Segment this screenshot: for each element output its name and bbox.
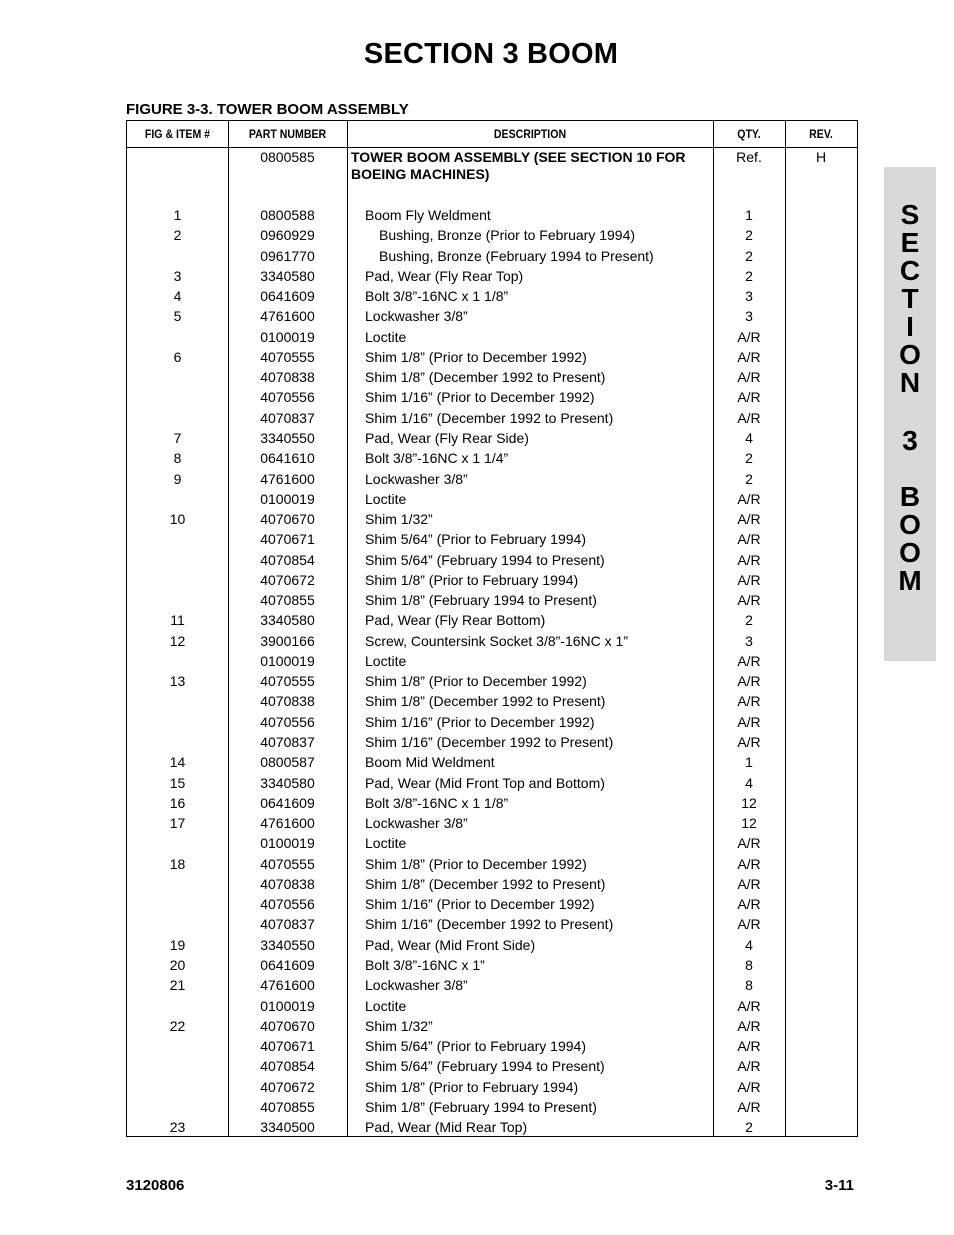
- description-cell: TOWER BOOM ASSEMBLY (SEE SECTION 10 FOR BOEING MACHINES): [351, 149, 686, 182]
- part-number-cell: 0641609: [260, 288, 315, 305]
- table-row: [127, 1117, 857, 1137]
- item-cell: 14: [169, 754, 186, 771]
- description-cell: Pad, Wear (Fly Rear Bottom): [365, 612, 546, 629]
- table-row: [127, 367, 857, 387]
- description-cell: Shim 1/8” (February 1994 to Present): [365, 1098, 597, 1115]
- qty-cell: 2: [745, 612, 753, 629]
- item-cell: 2: [173, 227, 182, 244]
- description-cell: Shim 5/64” (February 1994 to Present): [365, 1058, 605, 1075]
- qty-cell: A/R: [737, 875, 761, 892]
- part-number-cell: 4070672: [260, 571, 315, 588]
- qty-cell: 8: [745, 956, 753, 973]
- part-number-cell: 4761600: [260, 470, 315, 487]
- qty-cell: A/R: [737, 693, 761, 710]
- table-row: [127, 894, 857, 914]
- table-row: [127, 408, 857, 428]
- table-row: [127, 347, 857, 367]
- table-row: [127, 914, 857, 934]
- part-number-cell: 0100019: [260, 835, 315, 852]
- description-cell: Pad, Wear (Mid Front Top and Bottom): [365, 774, 605, 791]
- item-cell: 4: [173, 288, 182, 305]
- part-number-cell: 0100019: [260, 652, 315, 669]
- qty-cell: A/R: [737, 328, 761, 345]
- item-cell: 12: [169, 632, 186, 649]
- table-row: [127, 529, 857, 549]
- figure-title: FIGURE 3-3. TOWER BOOM ASSEMBLY: [126, 101, 409, 118]
- item-cell: 13: [169, 673, 186, 690]
- header-rev: REV.: [809, 127, 833, 141]
- description-cell: Shim 1/32”: [365, 1017, 433, 1034]
- part-number-cell: 4761600: [260, 815, 315, 832]
- description-cell: Loctite: [365, 490, 407, 507]
- description-cell: Loctite: [365, 997, 407, 1014]
- table-row: [127, 266, 857, 286]
- qty-cell: A/R: [737, 652, 761, 669]
- side-tab-letter: O: [899, 509, 921, 540]
- table-row: [127, 773, 857, 793]
- item-cell: 1: [173, 207, 182, 223]
- qty-cell: 2: [745, 1119, 753, 1136]
- table-row: [127, 448, 857, 468]
- description-cell: Loctite: [365, 328, 407, 345]
- header-description: DESCRIPTION: [493, 127, 567, 141]
- item-cell: 9: [173, 470, 182, 487]
- qty-cell: A/R: [737, 531, 761, 548]
- side-tab-letter: B: [899, 481, 921, 512]
- description-cell: Pad, Wear (Fly Rear Top): [365, 267, 524, 284]
- part-number-cell: 0961770: [260, 247, 315, 264]
- table-row: [127, 387, 857, 407]
- description-cell: Shim 1/8” (Prior to December 1992): [365, 348, 587, 365]
- description-cell: Shim 5/64” (Prior to February 1994): [365, 1038, 586, 1055]
- item-cell: 20: [169, 956, 186, 973]
- part-number-cell: 4070556: [260, 389, 315, 406]
- qty-cell: 2: [745, 450, 753, 467]
- item-cell: 11: [170, 612, 185, 629]
- table-row: [127, 1097, 857, 1117]
- part-number-cell: 4070854: [260, 1058, 315, 1075]
- table-row: [127, 469, 857, 489]
- qty-cell: 3: [745, 632, 753, 649]
- qty-cell: 3: [745, 288, 753, 305]
- description-cell: Shim 1/16” (Prior to December 1992): [365, 896, 595, 913]
- rev-cell: H: [815, 149, 827, 165]
- table-row: [127, 854, 857, 874]
- table-row: [127, 610, 857, 630]
- part-number-cell: 0100019: [260, 490, 315, 507]
- description-cell: Lockwasher 3/8”: [365, 470, 468, 487]
- table-row: [127, 570, 857, 590]
- description-cell: Shim 1/8” (Prior to December 1992): [365, 673, 587, 690]
- qty-cell: A/R: [737, 1098, 761, 1115]
- part-number-cell: 4070837: [260, 734, 315, 751]
- table-row: [127, 225, 857, 245]
- qty-cell: 8: [745, 977, 753, 994]
- table-row: [127, 306, 857, 326]
- table-row: [127, 996, 857, 1016]
- description-cell: Shim 1/8” (Prior to February 1994): [365, 571, 579, 588]
- description-cell: Bushing, Bronze (Prior to February 1994): [379, 227, 636, 244]
- item-cell: 21: [169, 977, 186, 994]
- item-cell: 23: [169, 1119, 186, 1136]
- table-row: [127, 489, 857, 509]
- side-tab-letter: C: [899, 255, 921, 286]
- section-side-tab: [884, 167, 936, 661]
- table-row: [127, 148, 857, 205]
- qty-cell: A/R: [737, 734, 761, 751]
- part-number-cell: 4070556: [260, 713, 315, 730]
- description-cell: Shim 1/8” (Prior to February 1994): [365, 1078, 579, 1095]
- part-number-cell: 0641609: [260, 956, 315, 973]
- table-row: [127, 975, 857, 995]
- table-row: [127, 205, 857, 225]
- item-cell: 6: [173, 348, 182, 365]
- item-cell: 7: [173, 429, 182, 446]
- description-cell: Shim 1/16” (December 1992 to Present): [365, 916, 614, 933]
- description-cell: Shim 1/8” (December 1992 to Present): [365, 369, 606, 386]
- part-number-cell: 3900166: [260, 632, 315, 649]
- part-number-cell: 4070672: [260, 1078, 315, 1095]
- item-cell: 3: [173, 267, 182, 284]
- qty-cell: 3: [745, 308, 753, 325]
- qty-cell: A/R: [737, 835, 761, 852]
- table-row: [127, 793, 857, 813]
- part-number-cell: 4070838: [260, 875, 315, 892]
- description-cell: Boom Fly Weldment: [365, 207, 491, 223]
- qty-cell: A/R: [737, 1017, 761, 1034]
- table-row: [127, 1016, 857, 1036]
- part-number-cell: 4070838: [260, 369, 315, 386]
- qty-cell: A/R: [737, 1058, 761, 1075]
- header-part-number: PART NUMBER: [248, 127, 327, 141]
- part-number-cell: 0800585: [260, 149, 315, 165]
- description-cell: Boom Mid Weldment: [365, 754, 495, 771]
- table-row: [127, 813, 857, 833]
- qty-cell: A/R: [737, 1078, 761, 1095]
- part-number-cell: 4070837: [260, 409, 315, 426]
- qty-cell: A/R: [737, 511, 761, 528]
- description-cell: Screw, Countersink Socket 3/8”-16NC x 1”: [365, 632, 628, 649]
- item-cell: 19: [169, 936, 186, 953]
- part-number-cell: 3340580: [260, 612, 315, 629]
- qty-cell: A/R: [737, 551, 761, 568]
- description-cell: Shim 1/8” (Prior to December 1992): [365, 855, 587, 872]
- part-number-cell: 4070837: [260, 916, 315, 933]
- table-row: [127, 631, 857, 651]
- qty-cell: A/R: [737, 348, 761, 365]
- part-number-cell: 4761600: [260, 308, 315, 325]
- page-title: SECTION 3 BOOM: [363, 38, 619, 70]
- table-row: [127, 509, 857, 529]
- description-cell: Lockwasher 3/8”: [365, 308, 468, 325]
- description-cell: Shim 1/16” (December 1992 to Present): [365, 409, 614, 426]
- qty-cell: A/R: [737, 490, 761, 507]
- side-tab-letter: E: [900, 227, 920, 258]
- table-row: [127, 246, 857, 266]
- table-row: [127, 833, 857, 853]
- description-cell: Shim 1/8” (February 1994 to Present): [365, 592, 597, 609]
- side-tab-letter: S: [900, 199, 920, 230]
- part-number-cell: 3340580: [260, 774, 315, 791]
- qty-cell: 2: [745, 227, 753, 244]
- part-number-cell: 4070671: [260, 531, 315, 548]
- qty-cell: A/R: [737, 369, 761, 386]
- description-cell: Pad, Wear (Mid Front Side): [365, 936, 536, 953]
- part-number-cell: 3340550: [260, 936, 315, 953]
- table-row: [127, 732, 857, 752]
- part-number-cell: 4070854: [260, 551, 315, 568]
- table-row: [127, 1036, 857, 1056]
- description-cell: Shim 1/8” (December 1992 to Present): [365, 875, 606, 892]
- part-number-cell: 0641610: [260, 450, 315, 467]
- side-tab-letter: O: [899, 339, 921, 370]
- part-number-cell: 0960929: [260, 227, 315, 244]
- part-number-cell: 3340580: [260, 267, 315, 284]
- description-cell: Shim 1/16” (Prior to December 1992): [365, 713, 595, 730]
- qty-cell: 4: [745, 774, 753, 791]
- qty-cell: 12: [741, 815, 757, 832]
- description-cell: Pad, Wear (Fly Rear Side): [365, 429, 529, 446]
- table-row: [127, 691, 857, 711]
- part-number-cell: 4070855: [260, 1098, 315, 1115]
- qty-cell: A/R: [737, 389, 761, 406]
- qty-cell: 2: [745, 470, 753, 487]
- table-row: [127, 752, 857, 772]
- description-cell: Lockwasher 3/8”: [365, 977, 468, 994]
- part-number-cell: 3340550: [260, 429, 315, 446]
- part-number-cell: 4761600: [260, 977, 315, 994]
- part-number-cell: 0800587: [260, 754, 315, 771]
- parts-table: [126, 120, 858, 1137]
- part-number-cell: 4070555: [260, 673, 315, 690]
- table-row: [127, 935, 857, 955]
- description-cell: Shim 1/8” (December 1992 to Present): [365, 693, 606, 710]
- qty-cell: A/R: [737, 855, 761, 872]
- qty-cell: 4: [745, 936, 753, 953]
- page-number: 3-11: [824, 1177, 854, 1194]
- table-row: [127, 286, 857, 306]
- qty-cell: 2: [745, 247, 753, 264]
- qty-cell: A/R: [737, 713, 761, 730]
- part-number-cell: 4070671: [260, 1038, 315, 1055]
- description-cell: Loctite: [365, 835, 407, 852]
- part-number-cell: 4070670: [260, 1017, 315, 1034]
- description-cell: Shim 1/32”: [365, 511, 433, 528]
- header-item: FIG & ITEM #: [144, 127, 211, 141]
- qty-cell: A/R: [737, 997, 761, 1014]
- table-row: [127, 651, 857, 671]
- part-number-cell: 0100019: [260, 997, 315, 1014]
- table-row: [127, 550, 857, 570]
- table-row: [127, 671, 857, 691]
- description-cell: Shim 5/64” (February 1994 to Present): [365, 551, 605, 568]
- description-cell: Shim 5/64” (Prior to February 1994): [365, 531, 586, 548]
- side-tab-letter: O: [899, 537, 921, 568]
- part-number-cell: 0641609: [260, 794, 315, 811]
- item-cell: 18: [169, 855, 186, 872]
- qty-cell: 1: [745, 754, 753, 771]
- part-number-cell: 4070670: [260, 511, 315, 528]
- description-cell: Bolt 3/8”-16NC x 1 1/4”: [365, 450, 509, 467]
- description-cell: Loctite: [365, 652, 407, 669]
- qty-cell: A/R: [737, 1038, 761, 1055]
- description-cell: Shim 1/16” (Prior to December 1992): [365, 389, 595, 406]
- table-row: [127, 590, 857, 610]
- side-tab-letter: N: [899, 367, 921, 398]
- item-cell: 15: [169, 774, 186, 791]
- part-number-cell: 4070555: [260, 348, 315, 365]
- side-tab-letter: M: [898, 565, 922, 596]
- description-cell: Shim 1/16” (December 1992 to Present): [365, 734, 614, 751]
- table-row: [127, 955, 857, 975]
- description-cell: Pad, Wear (Mid Rear Top): [365, 1119, 528, 1136]
- table-row: [127, 874, 857, 894]
- item-cell: 16: [169, 794, 186, 811]
- qty-cell: A/R: [737, 916, 761, 933]
- part-number-cell: 0100019: [260, 328, 315, 345]
- item-cell: 22: [169, 1017, 186, 1034]
- side-tab-letter: T: [901, 283, 919, 314]
- document-number: 3120806: [126, 1177, 185, 1194]
- qty-cell: 12: [741, 794, 757, 811]
- description-cell: Lockwasher 3/8”: [365, 815, 468, 832]
- description-cell: Bolt 3/8”-16NC x 1”: [365, 956, 485, 973]
- table-row: [127, 327, 857, 347]
- item-cell: 5: [173, 308, 182, 325]
- description-cell: Bolt 3/8”-16NC x 1 1/8”: [365, 794, 509, 811]
- side-tab-letter: I: [906, 311, 914, 342]
- qty-cell: A/R: [737, 673, 761, 690]
- qty-cell: 2: [745, 267, 753, 284]
- table-row: [127, 428, 857, 448]
- part-number-cell: 4070556: [260, 896, 315, 913]
- qty-cell: 4: [745, 429, 753, 446]
- table-row: [127, 712, 857, 732]
- qty-cell: 1: [745, 207, 753, 223]
- item-cell: 8: [173, 450, 182, 467]
- table-row: [127, 1077, 857, 1097]
- qty-cell: A/R: [737, 571, 761, 588]
- part-number-cell: 0800588: [260, 207, 315, 223]
- qty-cell: A/R: [737, 409, 761, 426]
- part-number-cell: 4070838: [260, 693, 315, 710]
- description-cell: Bushing, Bronze (February 1994 to Present): [379, 247, 654, 264]
- header-qty: QTY.: [737, 127, 761, 141]
- part-number-cell: 3340500: [260, 1119, 315, 1136]
- item-cell: 10: [169, 511, 186, 528]
- qty-cell: Ref.: [736, 149, 762, 165]
- table-row: [127, 1056, 857, 1076]
- description-cell: Bolt 3/8”-16NC x 1 1/8”: [365, 288, 509, 305]
- part-number-cell: 4070555: [260, 855, 315, 872]
- side-tab-letter: 3: [902, 425, 918, 456]
- qty-cell: A/R: [737, 896, 761, 913]
- qty-cell: A/R: [737, 592, 761, 609]
- item-cell: 17: [169, 815, 186, 832]
- part-number-cell: 4070855: [260, 592, 315, 609]
